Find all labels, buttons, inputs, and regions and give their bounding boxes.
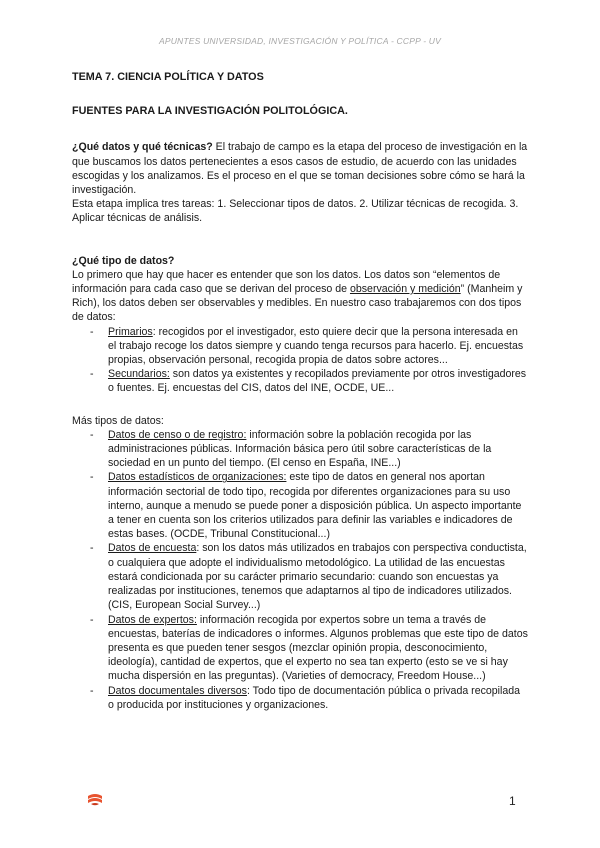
document-body [72,70,528,712]
list-term: Primarios [108,325,153,338]
paragraph-tasks: Esta etapa implica tres tareas: 1. Seleccionar tipos de datos. 2. Utilizar técnicas de recogida. 3. Aplicar técnicas de análisis. [72,198,519,225]
list-item: - Datos de censo o de registro: información sobre la población recogida por las administraciones públicas. Información básica pero útil sobre características de la sociedad en un punto del tiempo. (El censo en España, INE...) [90,428,492,470]
list-term: Datos de expertos: [108,613,197,626]
question-data-techniques: ¿Qué datos y qué técnicas? [72,141,213,154]
paragraph-data-techniques [72,140,528,197]
more-types-list [72,428,528,712]
list-text: son datos ya existentes y recopilados previamente por otros investigadores o fuentes. Ej. encuestas del CIS, datos del INE, OCDE, UE... [108,368,527,395]
list-item: - Datos de expertos: información recogida por expertos sobre un tema a través de encuestas, baterías de indicadores o informes. Algunos problemas que este tipo de datos presenta es que pueden tener sesgos (mezclar opinión propia, desconocimiento, ideología), cantidad de expertos, que el experto no sea tan experto (esto se ve si hay mucha dispersión en las preguntas). (Varieties of democracy, Freedom House...) [90,613,528,683]
list-text: recogidos por el investigador, esto quiere decir que la persona interesada en el trabajo recoge los datos siempre y cuando tenga recursos para hacerlo. Ej. encuestas propias, observación personal, recogida propia de datos sobre actores... [108,325,524,367]
paragraph-text: El trabajo de campo es la etapa del proceso de investigación en la que buscamos los datos pertenecientes a esos casos de estudio, de acuerdo con las unidades escogidas y los analizamos. Es el proceso en el que se toman decisiones sobre cómo se hará la investigación. [72,141,528,197]
page-number: 1 [509,794,516,808]
list-term: Datos de encuesta [108,542,197,555]
list-text: son los datos más utilizados en trabajos con perspectiva conductista, o cualquiera que adopte el individualismo metodológico. La utilidad de las encuestas estará condicionada por su carácter primario secundario: cuando son encuestas ya realizadas por instituciones, tenemos que adaptarnos al tipo de indicadores utilizados. (CIS, European Social Survey...) [108,542,527,612]
list-text: información sobre la población recogida por las administraciones públicas. Información básica pero útil sobre características de la sociedad en un punto del tiempo. (El censo en España, INE...) [108,428,492,470]
list-item: - Secundarios: son datos ya existentes y recopilados previamente por otros investigadores o fuentes. Ej. encuestas del CIS, datos del INE, OCDE, UE... [90,368,527,395]
list-item: - Primarios: recogidos por el investigador, esto quiere decir que la persona interesada en el trabajo recoge los datos siempre y cuando tenga recursos para hacerlo. Ej. encuestas propias, observación personal, recogida propia de datos sobre actores... [90,325,524,367]
list-item: - Datos documentales diversos: Todo tipo de documentación pública o privada recopilada o producida por instituciones y organizaciones. [90,684,521,711]
more-types-heading: Más tipos de datos: [72,414,164,427]
page-header: APUNTES UNIVERSIDAD, INVESTIGACIÓN Y POLÍTICA - CCPP - UV [158,36,442,46]
list-term: Datos de censo o de registro: [108,428,247,441]
page-title: TEMA 7. CIENCIA POLÍTICA Y DATOS [72,71,264,83]
underlined-term: observación y medición [349,283,461,296]
list-term: Datos documentales diversos [108,684,247,697]
list-term: Secundarios: [108,368,170,381]
paragraph-data-definition: Lo primero que hay que hacer es entender que son los datos. Los datos son “elementos de información para cada caso que se derivan del proceso de observación y medición” (Manheim y Rich), los datos deben ser observables y medibles. En nuestro caso trabajaremos con dos tipos de datos: [72,268,523,324]
primary-secondary-list [72,325,528,396]
list-text: Todo tipo de documentación pública o privada recopilada o producida por instituciones y organizaciones. [108,684,521,711]
list-text: información recogida por expertos sobre un tema a través de encuestas, baterías de indicadores o informes. Algunos problemas que este tipo de datos presenta es que pueden tener sesgos (mezclar opinión propia, desconocimiento, ideología), cantidad de expertos, que el experto no sea tan experto (esto se ve si hay mucha dispersión en las preguntas). (Varieties of democracy, Freedom House...) [108,613,528,683]
question-data-types: ¿Qué tipo de datos? [72,254,175,267]
list-item: - Datos estadísticos de organizaciones: este tipo de datos en general nos aportan información sectorial de todo tipo, recogida por diferentes organizaciones para su uso interno, aunque a menudo se puede poner a disposición pública. Un aspecto importante a tener en cuenta son los criterios utilizados para definir las variables e indicadores de estas bases. (OCDE, Tribunal Constitucional...) [90,471,522,541]
section-subtitle: FUENTES PARA LA INVESTIGACIÓN POLITOLÓGICA. [72,105,348,118]
list-term: Datos estadísticos de organizaciones: [108,471,287,484]
wuolah-logo-icon[interactable] [85,791,105,807]
list-item: - Datos de encuesta: son los datos más utilizados en trabajos con perspectiva conductista, o cualquiera que adopte el individualismo metodológico. La utilidad de las encuestas estará condicionada por su carácter primario secundario: cuando son encuestas ya realizadas por instituciones, tenemos que adaptarnos al tipo de indicadores utilizados. (CIS, European Social Survey...) [90,542,527,612]
list-text: este tipo de datos en general nos aportan información sectorial de todo tipo, recogida por diferentes organizaciones para su uso interno, aunque a menudo se puede poner a disposición pública. Un aspecto importante a tener en cuenta son los criterios utilizados para definir las variables e indicadores de estas bases. (OCDE, Tribunal Constitucional...) [108,471,522,541]
